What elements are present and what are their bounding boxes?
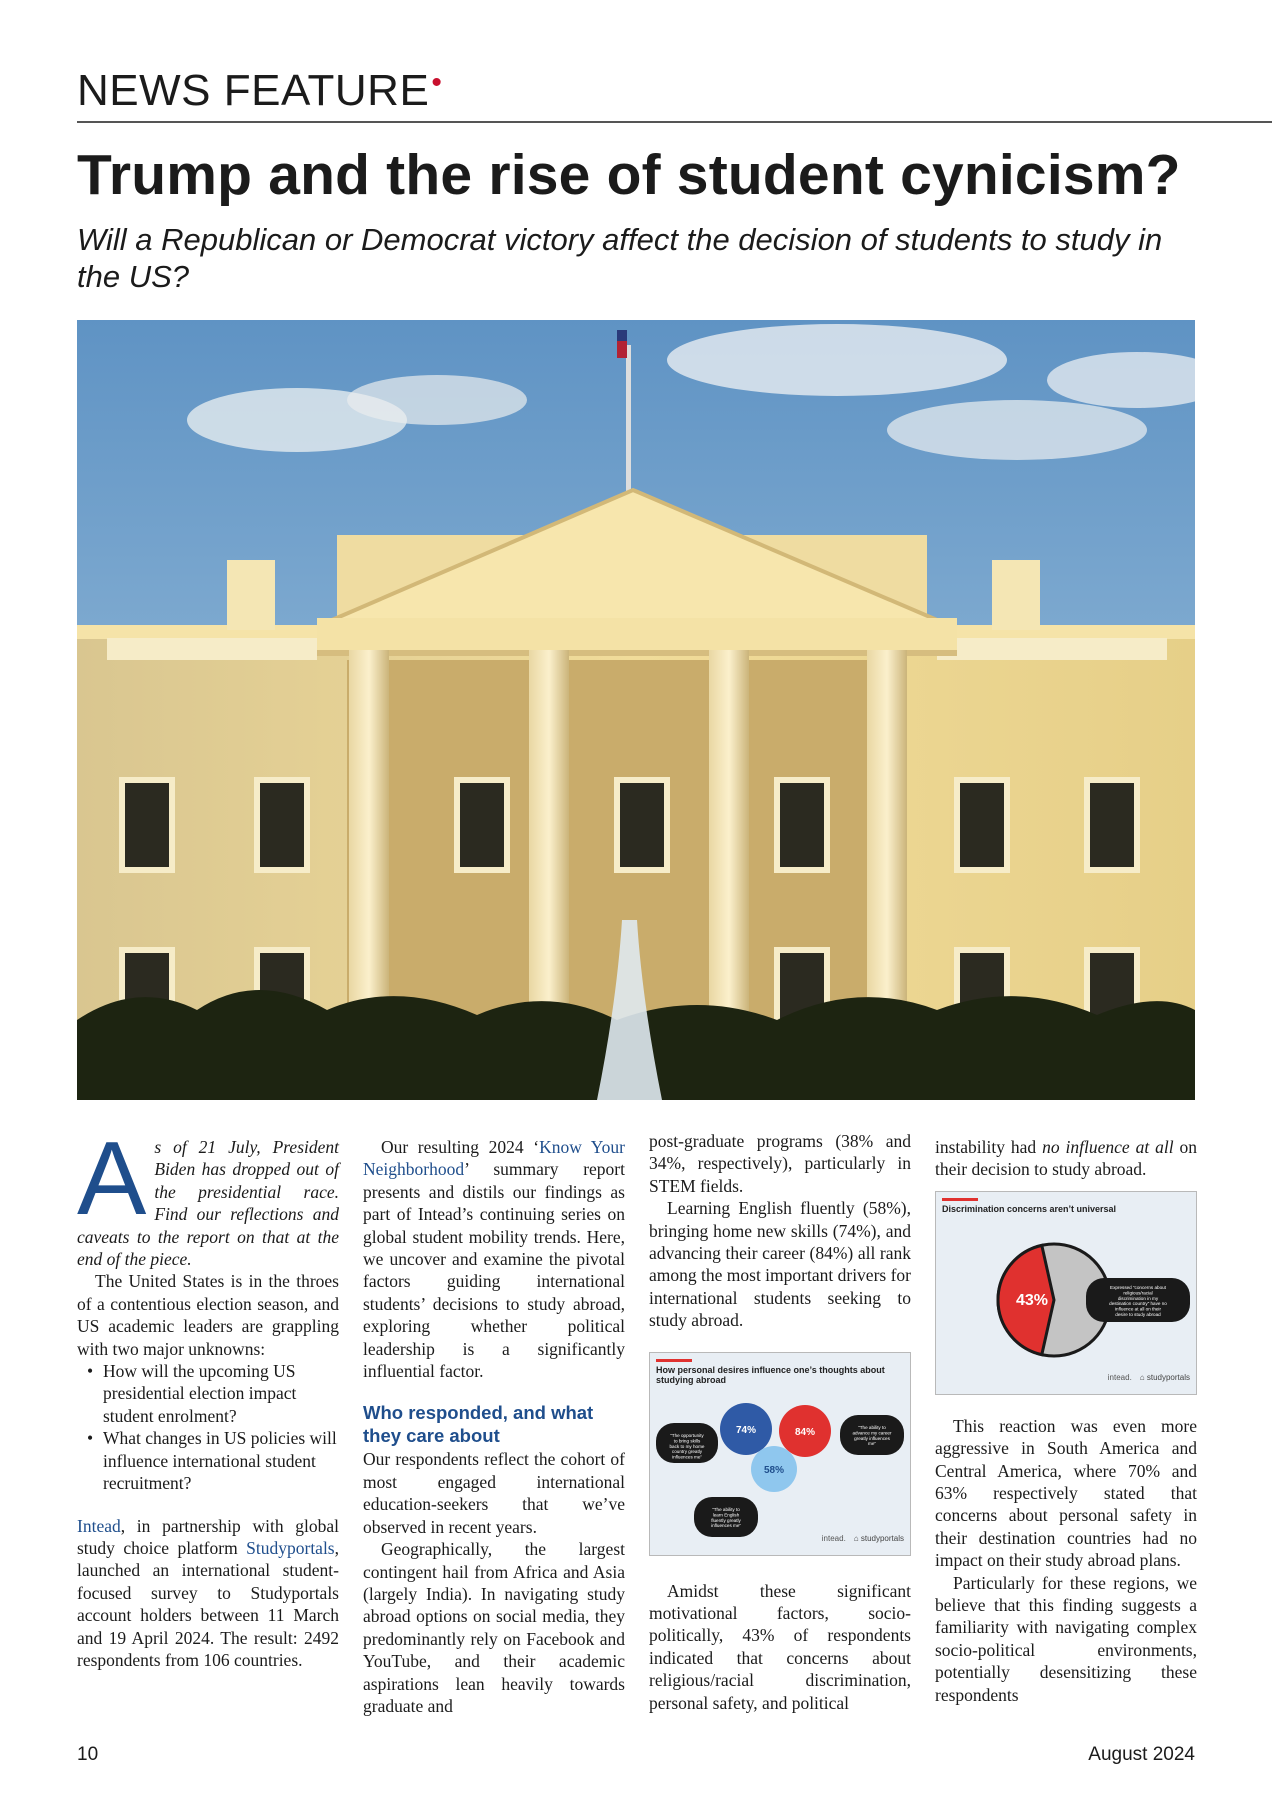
section-subheading: Who responded, and what they care about bbox=[363, 1402, 594, 1446]
report-link[interactable]: Know Your Neighborhood bbox=[363, 1137, 625, 1180]
bubble-career-label: 84% bbox=[794, 1426, 816, 1438]
paragraph: instability had no influence at all on their decision to study abroad. bbox=[935, 1137, 1197, 1180]
page-number: 10 bbox=[77, 1744, 99, 1765]
red-dot-icon: • bbox=[431, 66, 443, 99]
question-list bbox=[87, 1360, 339, 1494]
studyportals-logo-icon: ⌂ bbox=[1139, 1373, 1147, 1383]
article-headline: Trump and the rise of student cynicism? bbox=[77, 143, 1181, 207]
section-label: NEWS FEATURE• bbox=[77, 66, 443, 115]
paragraph: Geographically, the largest contingent hail from Africa and Asia (largely India). In navigating study abroad options on social media, they predominantly rely on Facebook and YouTube, and their academic aspirations lean heavily towards graduate and bbox=[363, 1539, 625, 1716]
list-item: • What changes in US policies will influence international student recruitment? bbox=[87, 1427, 339, 1494]
caption-skills: “The opportunity to bring skills back to my home country greatly influences me” bbox=[669, 1432, 705, 1460]
column-1 bbox=[77, 1121, 339, 1671]
list-item: • How will the upcoming US presidential election impact student enrolment? bbox=[87, 1360, 339, 1427]
paragraph: Particularly for these regions, we believe that this finding suggests a familiarity with navigating complex socio-political environments, potentially desensitizing these respondents bbox=[935, 1572, 1197, 1705]
header-rule bbox=[77, 121, 1272, 123]
figure-title: How personal desires influence one’s thoughts about studying abroad bbox=[656, 1364, 885, 1385]
figure-credits: intead. ⌂ studyportals bbox=[1107, 1373, 1190, 1383]
bubble-english-label: 58% bbox=[763, 1464, 785, 1476]
studyportals-link[interactable]: Studyportals bbox=[246, 1537, 335, 1558]
pie-callout: Expressed “concerns about religious/racial discrimination in my destination country” have no influence at all on their desire to study abroad bbox=[1109, 1284, 1167, 1317]
paragraph: Our resulting 2024 ‘Know Your Neighborhood’ summary report presents and distils our findings as part of Intead’s continuing series on global student mobility trends. Here, we uncover and examine the pivotal factors guiding international students’ decisions to study abroad, exploring whether political leadership is a significantly influential factor. bbox=[363, 1137, 625, 1382]
discrimination-infographic bbox=[935, 1191, 1197, 1395]
pie-slice-label: 43% bbox=[1015, 1291, 1049, 1309]
white-house-photo bbox=[77, 320, 1195, 1100]
figure-credits: intead. ⌂ studyportals bbox=[821, 1534, 904, 1544]
caption-english: “The ability to learn English fluently greatly influences me” bbox=[711, 1506, 741, 1528]
paragraph: This reaction was even more aggressive in South America and Central America, where 70% and 63% respectively stated that concerns about personal safety in their destination countries had no impact on their study abroad plans. bbox=[935, 1415, 1197, 1571]
column-4 bbox=[935, 1136, 1197, 1706]
paragraph: Intead, in partnership with global study choice platform Studyportals, launched an international student-focused survey to Studyportals account holders between 11 March and 19 April 2024. The result: 2492 respondents from 106 countries. bbox=[77, 1515, 339, 1670]
column-2 bbox=[363, 1136, 625, 1717]
paragraph: Learning English fluently (58%), bringing home new skills (74%), and advancing their career (84%) all rank among the most important drivers for international students seeking to study abroad. bbox=[649, 1198, 911, 1331]
paragraph: Amidst these significant motivational factors, socio-politically, 43% of respondents indicated that concerns about religious/racial discrimination, personal safety, and political bbox=[649, 1580, 911, 1713]
intead-link[interactable]: Intead bbox=[77, 1515, 121, 1536]
influence-infographic bbox=[649, 1352, 911, 1556]
paragraph: Our respondents reflect the cohort of most engaged international education-seekers that we’ve observed in recent years. bbox=[363, 1449, 625, 1537]
issue-date: August 2024 bbox=[1088, 1744, 1195, 1765]
bubble-skills-label: 74% bbox=[735, 1424, 757, 1436]
paragraph: post-graduate programs (38% and 34%, respectively), particularly in STEM fields. bbox=[649, 1131, 911, 1196]
caption-career: “The ability to advance my career greatly influences me” bbox=[852, 1424, 892, 1446]
intro-paragraph: As of 21 July, President Biden has dropped out of the presidential race. Find our reflections and caveats to the report on that at the end of the piece. bbox=[77, 1121, 339, 1270]
paragraph: The United States is in the throes of a contentious election season, and US academic leaders are grappling with two major unknowns: bbox=[77, 1271, 339, 1359]
column-3 bbox=[649, 1130, 911, 1714]
studyportals-logo-icon: ⌂ bbox=[853, 1534, 861, 1544]
article-standfirst: Will a Republican or Democrat victory affect the decision of students to study in the US? bbox=[77, 222, 1163, 294]
drop-cap: A bbox=[77, 1121, 147, 1237]
figure-title: Discrimination concerns aren’t universal bbox=[942, 1203, 1117, 1214]
